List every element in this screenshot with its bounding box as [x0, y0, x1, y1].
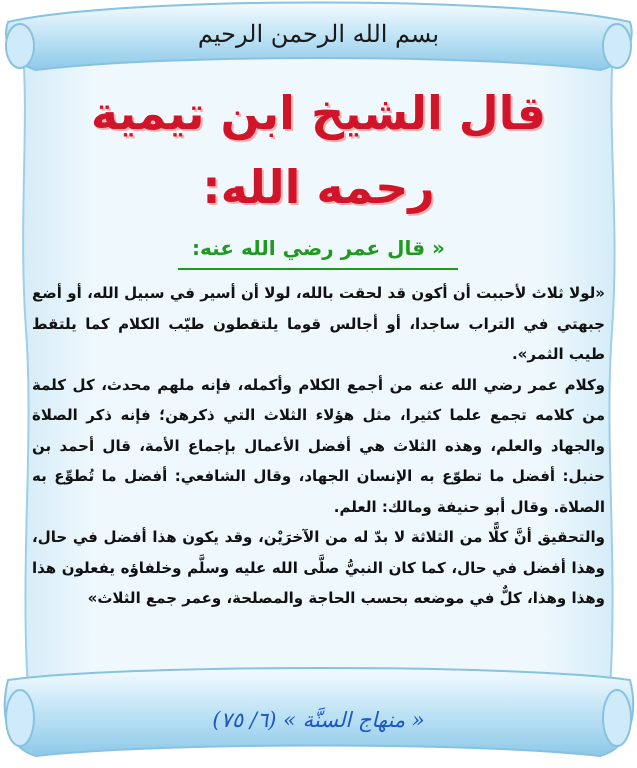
title-line-2: رحمه الله: — [202, 160, 435, 214]
quote-attribution: « قال عمر رضي الله عنه: — [192, 236, 445, 260]
attribution-underline — [178, 268, 458, 270]
paragraph-commentary: وكلام عمر رضي الله عنه من أجمع الكلام وأكمله، فإنه ملهم محدث، كل كلمة من كلامه تجمع علما كثيرا، مثل هؤلاء الثلاث التي ذكرهن؛ فإنه ذكر الصلاة والجهاد والعلم، وهذه الثلاث هي أفضل الأعمال بإجماع الأمة، قال أحمد بن حنبل: أفضل ما تطوّع به الإنسان الجهاد، وقال الشافعي: أفضل ما تُطوِّع به الصلاة. وقال أبو حنيفة ومالك: العلم. — [32, 375, 605, 516]
source-citation: « منهاج السنَّة » (٦/ ٧٥) — [212, 708, 425, 732]
paragraph-conclusion: والتحقيق أنَّ كلًّا من الثلاثة لا بدّ له من الآخرَيْن، وقد يكون هذا أفضل في حال، وهذا أفضل في حال، كما كان النبيُّ صلَّى الله عليه وسلَّم وخلفاؤه يفعلون هذا وهذا وهذا، كلٌّ في موضعه بحسب الحاجة والمصلحة، وعمر جمع الثلاث» — [32, 528, 605, 607]
title-line-1: قال الشيخ ابن تيمية — [90, 86, 547, 140]
paragraph-quote: «لولا ثلاث لأحببت أن أكون قد لحقت بالله، لولا أن أسير في سبيل الله، أو أضع جبهتي في التراب ساجدا، أو أجالس قوما يلتقطون طيّب الكلام كما يلتقط طيب الثمر». — [32, 284, 605, 363]
quote-body — [32, 278, 605, 614]
basmala-calligraphy: بسم الله الرحمن الرحيم — [197, 20, 440, 48]
